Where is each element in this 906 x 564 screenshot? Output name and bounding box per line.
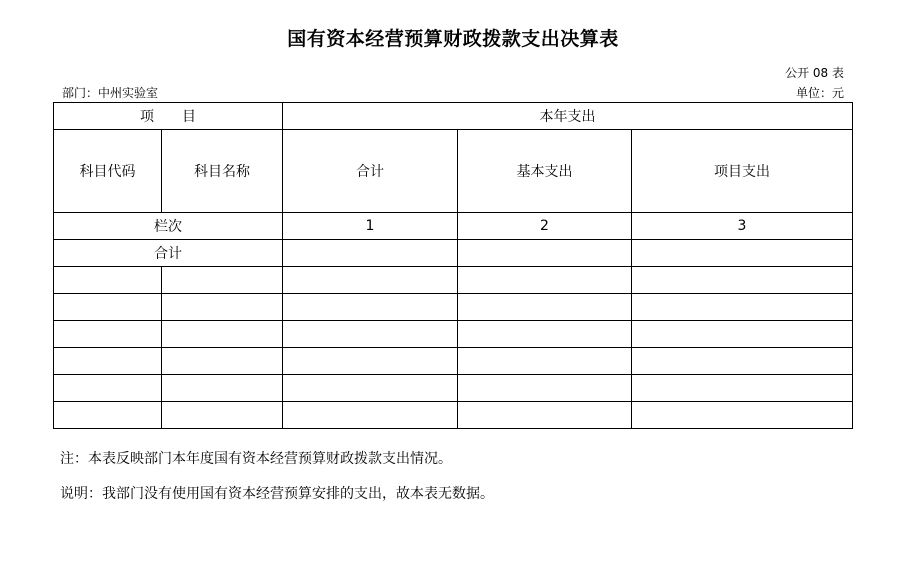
table-cell: [283, 402, 458, 429]
table-cell: [458, 348, 632, 375]
unit-label: 单位：元: [795, 86, 844, 100]
row-total-label: 合计: [54, 240, 283, 267]
table-cell: [283, 375, 458, 402]
table-cell: [458, 402, 632, 429]
table-cell: [54, 402, 162, 429]
index-3: 3: [632, 213, 853, 240]
table-cell: [632, 348, 853, 375]
footnote: 注：本表反映部门本年度国有资本经营预算财政拨款支出情况。: [60, 451, 452, 467]
table-cell: [162, 321, 283, 348]
table-cell: [162, 294, 283, 321]
table-cell: [632, 294, 853, 321]
table-row: [54, 402, 853, 429]
table-row: [54, 321, 853, 348]
total-cell: [458, 240, 632, 267]
table-cell: [162, 348, 283, 375]
table-cell: [162, 267, 283, 294]
table-row: [54, 294, 853, 321]
table-cell: [162, 375, 283, 402]
table-cell: [54, 348, 162, 375]
table-header-row: [54, 103, 853, 130]
table-cell: [54, 375, 162, 402]
header-current-year: 本年支出: [283, 103, 853, 130]
row-index-label: 栏次: [54, 213, 283, 240]
table-row: [54, 375, 853, 402]
page-title: 国有资本经营预算财政拨款支出决算表: [287, 28, 619, 50]
table-row: [54, 267, 853, 294]
table-cell: [54, 321, 162, 348]
table-cell: [283, 348, 458, 375]
index-2: 2: [458, 213, 632, 240]
table-cell: [458, 375, 632, 402]
table-cell: [283, 267, 458, 294]
table-cell: [632, 375, 853, 402]
budget-table: [53, 102, 853, 429]
table-cell: [458, 267, 632, 294]
col-project-expense: 项目支出: [632, 130, 853, 213]
table-cell: [632, 267, 853, 294]
table-subheader-row: [54, 130, 853, 213]
col-subject-code: 科目代码: [54, 130, 162, 213]
department-label: 部门：中州实验室: [62, 86, 159, 100]
explanation-note: 说明：我部门没有使用国有资本经营预算安排的支出，故本表无数据。: [60, 486, 494, 502]
col-basic-expense: 基本支出: [458, 130, 632, 213]
form-number: 公开 08 表: [785, 66, 844, 80]
total-cell: [632, 240, 853, 267]
index-1: 1: [283, 213, 458, 240]
table-cell: [54, 267, 162, 294]
table-row: [54, 348, 853, 375]
table-cell: [632, 402, 853, 429]
table-cell: [458, 294, 632, 321]
table-cell: [283, 321, 458, 348]
header-item: 项 目: [54, 103, 283, 130]
table-cell: [283, 294, 458, 321]
col-total: 合计: [283, 130, 458, 213]
table-cell: [54, 294, 162, 321]
col-subject-name: 科目名称: [162, 130, 283, 213]
total-row: [54, 240, 853, 267]
column-index-row: [54, 213, 853, 240]
table-cell: [458, 321, 632, 348]
table-cell: [162, 402, 283, 429]
total-cell: [283, 240, 458, 267]
table-cell: [632, 321, 853, 348]
